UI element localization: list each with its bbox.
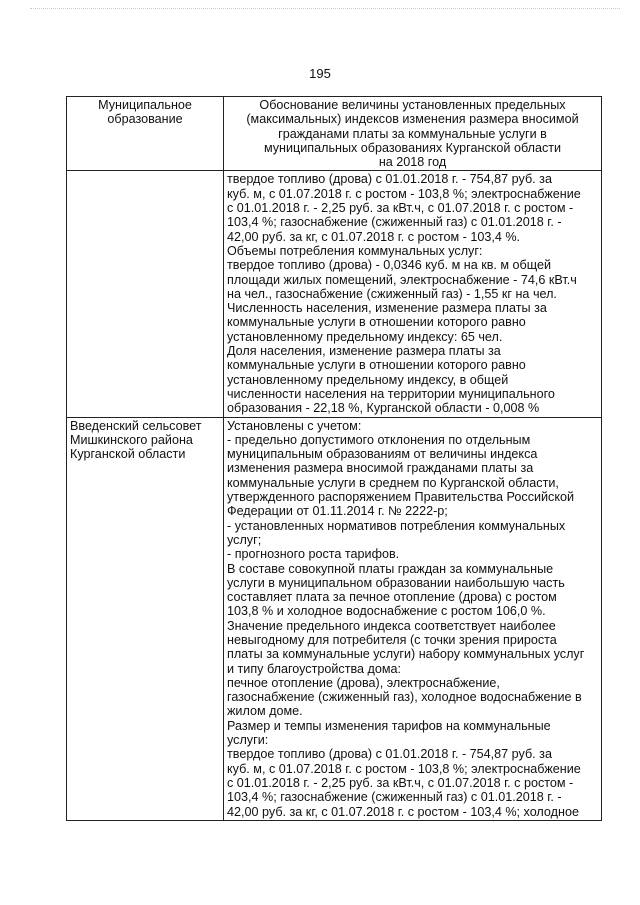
text-line: твердое топливо (дрова) с 01.01.2018 г. - 754,87 руб. за bbox=[227, 747, 552, 762]
text-line: на чел., газоснабжение (сжиженный газ) - 1,55 кг на чел. bbox=[227, 286, 557, 301]
text-line: 103,4 %; газоснабжение (сжиженный газ) с 01.01.2018 г. - bbox=[227, 215, 562, 230]
text-line: коммунальные услуги в отношении которого равно bbox=[227, 315, 526, 330]
text-line: услуги: bbox=[227, 733, 269, 748]
text-line: печное отопление (дрова), электроснабжение, bbox=[227, 675, 500, 690]
municipality-cell bbox=[67, 417, 224, 820]
header-municipality bbox=[67, 97, 224, 171]
header-text-line: муниципальных образованиях Курганской области bbox=[263, 140, 562, 155]
justification-cell bbox=[224, 171, 602, 417]
text-line: установленному предельному индексу, в общей bbox=[227, 372, 509, 387]
page-number: 195 bbox=[309, 66, 331, 81]
municipality-cell-empty bbox=[67, 171, 224, 417]
table-header-row bbox=[67, 97, 602, 171]
text-line: с 01.01.2018 г. - 2,25 руб. за кВт.ч, с 01.07.2018 г. с ростом - bbox=[227, 775, 574, 790]
text-line: платы за коммунальные услуги) набору коммунальных услуг bbox=[227, 647, 585, 662]
text-line: невыгодному для потребителя (с точки зрения прироста bbox=[227, 632, 557, 647]
scan-artifact-line bbox=[30, 8, 620, 12]
text-line: Доля населения, изменение размера платы за bbox=[227, 344, 501, 359]
text-line: Установлены с учетом: bbox=[227, 418, 362, 433]
text-line: услуг; bbox=[227, 532, 262, 547]
text-line: 103,4 %; газоснабжение (сжиженный газ) с 01.01.2018 г. - bbox=[227, 790, 562, 805]
header-text-line: образование bbox=[107, 112, 183, 127]
text-line: коммунальные услуги в среднем по Курганской области, bbox=[227, 475, 559, 490]
text-line: Федерации от 01.11.2014 г. № 2222-р; bbox=[227, 504, 448, 519]
header-text-line: (максимальных) индексов изменения размера вносимой bbox=[246, 112, 579, 127]
municipality-name-line: Мишкинского района bbox=[70, 432, 193, 447]
text-line: газоснабжение (сжиженный газ), холодное водоснабжение в bbox=[227, 690, 582, 705]
text-line: - установленных нормативов потребления коммунальных bbox=[227, 518, 566, 533]
text-line: - предельно допустимого отклонения по отдельным bbox=[227, 432, 531, 447]
text-line: коммунальные услуги в отношении которого равно bbox=[227, 358, 526, 373]
text-line: образования - 22,18 %, Курганской области - 0,008 % bbox=[227, 401, 540, 416]
text-line: и типу благоустройства дома: bbox=[227, 661, 402, 676]
header-text-line: Обоснование величины установленных предельных bbox=[259, 98, 566, 112]
text-line: Размер и темпы изменения тарифов на коммунальные bbox=[227, 718, 551, 733]
municipality-name-line: Введенский сельсовет bbox=[70, 418, 202, 433]
header-text-line: на 2018 год bbox=[378, 155, 447, 170]
text-line: изменения размера вносимой гражданами платы за bbox=[227, 461, 534, 476]
header-text-line: гражданами платы за коммунальные услуги в bbox=[278, 126, 547, 141]
text-line: с 01.01.2018 г. - 2,25 руб. за кВт.ч, с 01.07.2018 г. с ростом - bbox=[227, 201, 574, 216]
table-row bbox=[67, 171, 602, 417]
municipality-name-line: Курганской области bbox=[70, 447, 186, 462]
text-line: Объемы потребления коммунальных услуг: bbox=[227, 243, 483, 258]
text-line: 42,00 руб. за кг, с 01.07.2018 г. с ростом - 103,4 %; холодное bbox=[227, 804, 579, 819]
text-line: утвержденного распоряжением Правительства Российской bbox=[227, 490, 575, 505]
text-line: В составе совокупной платы граждан за коммунальные bbox=[227, 561, 554, 576]
text-line: 42,00 руб. за кг, с 01.07.2018 г. с ростом - 103,4 %. bbox=[227, 229, 521, 244]
text-line: жилом доме. bbox=[227, 704, 303, 719]
text-line: - прогнозного роста тарифов. bbox=[227, 547, 400, 562]
text-line: Значение предельного индекса соответствует наиболее bbox=[227, 618, 556, 633]
table-row bbox=[67, 417, 602, 820]
justification-table bbox=[66, 96, 602, 821]
text-line: площади жилых помещений, электроснабжение - 74,6 кВт.ч bbox=[227, 272, 577, 287]
header-text-line: Муниципальное bbox=[98, 98, 192, 112]
text-line: численности населения на территории муниципального bbox=[227, 386, 555, 401]
header-municipality-text bbox=[70, 98, 220, 127]
justification-cell bbox=[224, 417, 602, 820]
text-line: муниципальным образованиям от величины индекса bbox=[227, 447, 538, 462]
text-line: твердое топливо (дрова) - 0,0346 куб. м на кв. м общей bbox=[227, 258, 552, 273]
text-line: установленному предельному индексу: 65 чел. bbox=[227, 329, 503, 344]
header-justification-text bbox=[227, 98, 598, 169]
header-justification bbox=[224, 97, 602, 171]
text-line: услуги в муниципальном образовании наибольшую часть bbox=[227, 575, 565, 590]
text-line: твердое топливо (дрова) с 01.01.2018 г. - 754,87 руб. за bbox=[227, 172, 552, 187]
text-line: составляет плата за печное отопление (дрова) с ростом bbox=[227, 590, 557, 605]
text-line: Численность населения, изменение размера платы за bbox=[227, 301, 547, 316]
text-line: куб. м, с 01.07.2018 г. с ростом - 103,8 %; электроснабжение bbox=[227, 186, 581, 201]
text-line: 103,8 % и холодное водоснабжение с ростом 106,0 %. bbox=[227, 604, 546, 619]
text-line: куб. м, с 01.07.2018 г. с ростом - 103,8 %; электроснабжение bbox=[227, 761, 581, 776]
